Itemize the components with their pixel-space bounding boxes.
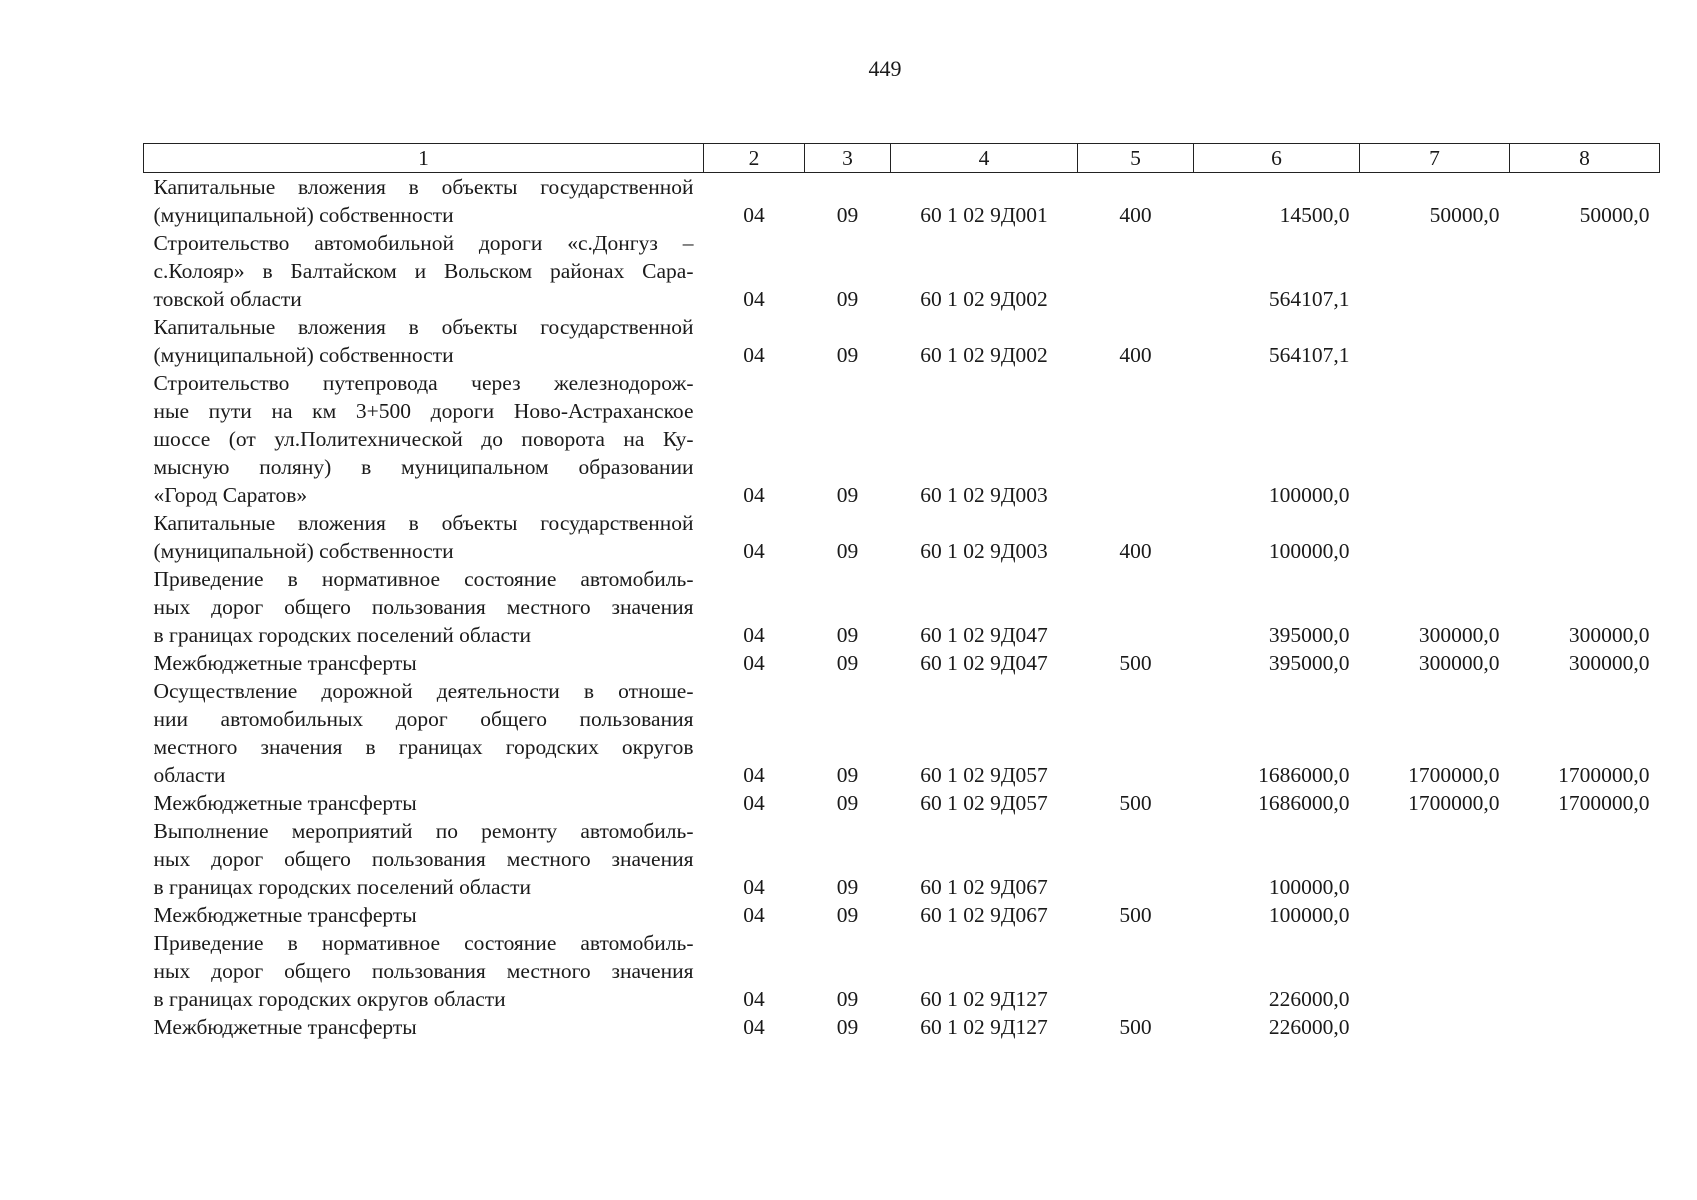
row-section: 04: [743, 987, 765, 1011]
row-target-article: 60 1 02 9Д003: [920, 539, 1048, 563]
table-row: [144, 173, 1660, 230]
row-amount-col7: [1360, 313, 1510, 369]
row-target-article: 60 1 02 9Д057: [920, 791, 1048, 815]
row-name: [144, 565, 704, 649]
row-amount-col7: [1360, 817, 1510, 901]
header-col-4: 4: [891, 144, 1078, 173]
row-target-article: 60 1 02 9Д127: [920, 987, 1048, 1011]
row-expense-type: 400: [1119, 203, 1152, 227]
row-name: [144, 817, 704, 901]
table-row: [144, 229, 1660, 313]
row-amount-col8: [1510, 369, 1660, 509]
row-amount-col7: [1360, 509, 1510, 565]
table-header: [144, 144, 1660, 173]
row-name-line: (муниципальной) собственности: [153, 343, 454, 367]
table-body: [144, 173, 1660, 1042]
row-expense-type: 500: [1119, 791, 1152, 815]
row-amount-col7: 300000,0: [1418, 623, 1500, 647]
row-expense-type: [1078, 565, 1194, 649]
row-amount-col8: 1700000,0: [1558, 791, 1650, 815]
row-name-line: с.Колояр» в Балтайском и Вольском районах Сара-: [153, 259, 694, 283]
row-amount-col8: [1510, 901, 1660, 929]
row-name-line: ных дорог общего пользования местного значения: [153, 595, 694, 619]
row-expense-type: [1078, 817, 1194, 901]
row-name-line: ных дорог общего пользования местного значения: [153, 847, 694, 871]
table-row: [144, 565, 1660, 649]
row-name-line: Межбюджетные трансферты: [153, 1015, 417, 1039]
row-expense-type: [1078, 677, 1194, 789]
row-target-article: 60 1 02 9Д067: [920, 903, 1048, 927]
row-name-line: «Город Саратов»: [153, 483, 308, 507]
row-amount-col6: 226000,0: [1268, 987, 1350, 1011]
row-name-line: Капитальные вложения в объекты государственной: [153, 315, 694, 339]
row-expense-type: 400: [1119, 539, 1152, 563]
row-section: 04: [743, 651, 765, 675]
row-section: 04: [743, 763, 765, 787]
row-subsection: 09: [836, 343, 859, 367]
row-name: [144, 313, 704, 369]
row-name-line: (муниципальной) собственности: [153, 203, 454, 227]
row-target-article: 60 1 02 9Д001: [920, 203, 1048, 227]
row-amount-col6: 100000,0: [1268, 539, 1350, 563]
header-col-1: 1: [144, 144, 704, 173]
row-amount-col6: 14500,0: [1279, 203, 1350, 227]
row-section: 04: [743, 623, 765, 647]
row-amount-col8: 1700000,0: [1558, 763, 1650, 787]
row-name: [144, 649, 704, 677]
row-amount-col7: [1360, 1013, 1510, 1041]
row-subsection: 09: [836, 287, 859, 311]
table-row: [144, 649, 1660, 677]
row-expense-type: [1078, 229, 1194, 313]
row-name: [144, 677, 704, 789]
row-name-line: Приведение в нормативное состояние автомобиль-: [153, 567, 694, 591]
row-name-line: мысную поляну) в муниципальном образовании: [153, 455, 694, 479]
row-name-line: Выполнение мероприятий по ремонту автомобиль-: [153, 819, 694, 843]
row-name-line: Строительство путепровода через железнодорож-: [153, 371, 694, 395]
row-subsection: 09: [836, 623, 859, 647]
row-subsection: 09: [836, 763, 859, 787]
row-amount-col8: 50000,0: [1579, 203, 1650, 227]
row-expense-type: 500: [1119, 903, 1152, 927]
row-subsection: 09: [836, 875, 859, 899]
row-name-line: в границах городских поселений области: [153, 623, 531, 647]
row-amount-col8: [1510, 1013, 1660, 1041]
row-amount-col8: [1510, 929, 1660, 1013]
row-amount-col6: 395000,0: [1268, 623, 1350, 647]
row-amount-col8: [1510, 229, 1660, 313]
row-name-line: Строительство автомобильной дороги «с.Донгуз –: [153, 231, 694, 255]
header-col-6: 6: [1194, 144, 1360, 173]
row-name-line: ных дорог общего пользования местного значения: [153, 959, 694, 983]
row-amount-col6: 100000,0: [1268, 875, 1350, 899]
row-name: [144, 229, 704, 313]
budget-table: [143, 143, 1660, 1041]
row-subsection: 09: [836, 203, 859, 227]
row-target-article: 60 1 02 9Д047: [920, 651, 1048, 675]
row-name: [144, 1013, 704, 1041]
row-name: [144, 369, 704, 509]
row-target-article: 60 1 02 9Д057: [920, 763, 1048, 787]
row-amount-col8: [1510, 817, 1660, 901]
row-subsection: 09: [836, 1015, 859, 1039]
row-section: 04: [743, 875, 765, 899]
row-amount-col7: [1360, 901, 1510, 929]
row-amount-col6: 1686000,0: [1258, 791, 1350, 815]
row-amount-col6: 226000,0: [1268, 1015, 1350, 1039]
row-subsection: 09: [836, 651, 859, 675]
row-name-line: области: [153, 763, 226, 787]
row-amount-col7: 1700000,0: [1408, 791, 1500, 815]
table-row: [144, 789, 1660, 817]
row-expense-type: 400: [1119, 343, 1152, 367]
header-col-8: 8: [1510, 144, 1660, 173]
table-row: [144, 817, 1660, 901]
row-target-article: 60 1 02 9Д067: [920, 875, 1048, 899]
row-amount-col8: [1510, 313, 1660, 369]
row-subsection: 09: [836, 987, 859, 1011]
row-name-line: Капитальные вложения в объекты государственной: [153, 175, 694, 199]
row-name: [144, 789, 704, 817]
table-row: [144, 929, 1660, 1013]
row-name-line: ные пути на км 3+500 дороги Ново-Астраханское: [153, 399, 694, 423]
row-name: [144, 173, 704, 230]
row-name-line: Осуществление дорожной деятельности в отноше-: [153, 679, 694, 703]
row-amount-col6: 395000,0: [1268, 651, 1350, 675]
row-section: 04: [743, 903, 765, 927]
table-row: [144, 509, 1660, 565]
row-expense-type: 500: [1119, 1015, 1152, 1039]
header-row: [144, 144, 1660, 173]
row-subsection: 09: [836, 539, 859, 563]
row-section: 04: [743, 343, 765, 367]
table-row: [144, 901, 1660, 929]
row-amount-col8: [1510, 509, 1660, 565]
row-name-line: в границах городских поселений области: [153, 875, 531, 899]
header-col-2: 2: [704, 144, 805, 173]
row-amount-col6: 564107,1: [1268, 287, 1350, 311]
row-amount-col7: [1360, 369, 1510, 509]
row-section: 04: [743, 483, 765, 507]
row-name-line: в границах городских округов области: [153, 987, 506, 1011]
header-col-5: 5: [1078, 144, 1194, 173]
row-name: [144, 929, 704, 1013]
table-row: [144, 677, 1660, 789]
row-amount-col6: 1686000,0: [1258, 763, 1350, 787]
row-name-line: нии автомобильных дорог общего пользования: [153, 707, 694, 731]
row-name: [144, 509, 704, 565]
row-section: 04: [743, 1015, 765, 1039]
row-subsection: 09: [836, 791, 859, 815]
row-amount-col6: 564107,1: [1268, 343, 1350, 367]
row-amount-col7: 50000,0: [1429, 203, 1500, 227]
row-target-article: 60 1 02 9Д002: [920, 343, 1048, 367]
row-name-line: товской области: [153, 287, 302, 311]
row-amount-col7: [1360, 229, 1510, 313]
row-name-line: Капитальные вложения в объекты государственной: [153, 511, 694, 535]
row-amount-col7: 1700000,0: [1408, 763, 1500, 787]
row-name-line: Приведение в нормативное состояние автомобиль-: [153, 931, 694, 955]
row-amount-col6: 100000,0: [1268, 483, 1350, 507]
row-expense-type: [1078, 929, 1194, 1013]
row-name-line: (муниципальной) собственности: [153, 539, 454, 563]
row-section: 04: [743, 791, 765, 815]
row-expense-type: [1078, 369, 1194, 509]
table-row: [144, 1013, 1660, 1041]
row-target-article: 60 1 02 9Д047: [920, 623, 1048, 647]
row-name-line: шоссе (от ул.Политехнической до поворота на Ку-: [153, 427, 694, 451]
row-name-line: местного значения в границах городских округов: [153, 735, 694, 759]
row-section: 04: [743, 539, 765, 563]
row-amount-col7: [1360, 929, 1510, 1013]
row-target-article: 60 1 02 9Д003: [920, 483, 1048, 507]
row-section: 04: [743, 203, 765, 227]
row-expense-type: 500: [1119, 651, 1152, 675]
row-name-line: Межбюджетные трансферты: [153, 791, 417, 815]
row-name: [144, 901, 704, 929]
header-col-3: 3: [805, 144, 891, 173]
row-name-line: Межбюджетные трансферты: [153, 903, 417, 927]
row-subsection: 09: [836, 483, 859, 507]
row-amount-col8: 300000,0: [1568, 651, 1650, 675]
row-amount-col6: 100000,0: [1268, 903, 1350, 927]
row-amount-col7: 300000,0: [1418, 651, 1500, 675]
row-target-article: 60 1 02 9Д002: [920, 287, 1048, 311]
row-name-line: Межбюджетные трансферты: [153, 651, 417, 675]
row-subsection: 09: [836, 903, 859, 927]
row-section: 04: [743, 287, 765, 311]
row-target-article: 60 1 02 9Д127: [920, 1015, 1048, 1039]
header-col-7: 7: [1360, 144, 1510, 173]
row-amount-col8: 300000,0: [1568, 623, 1650, 647]
table-row: [144, 313, 1660, 369]
page-number: 449: [868, 56, 902, 81]
table-row: [144, 369, 1660, 509]
